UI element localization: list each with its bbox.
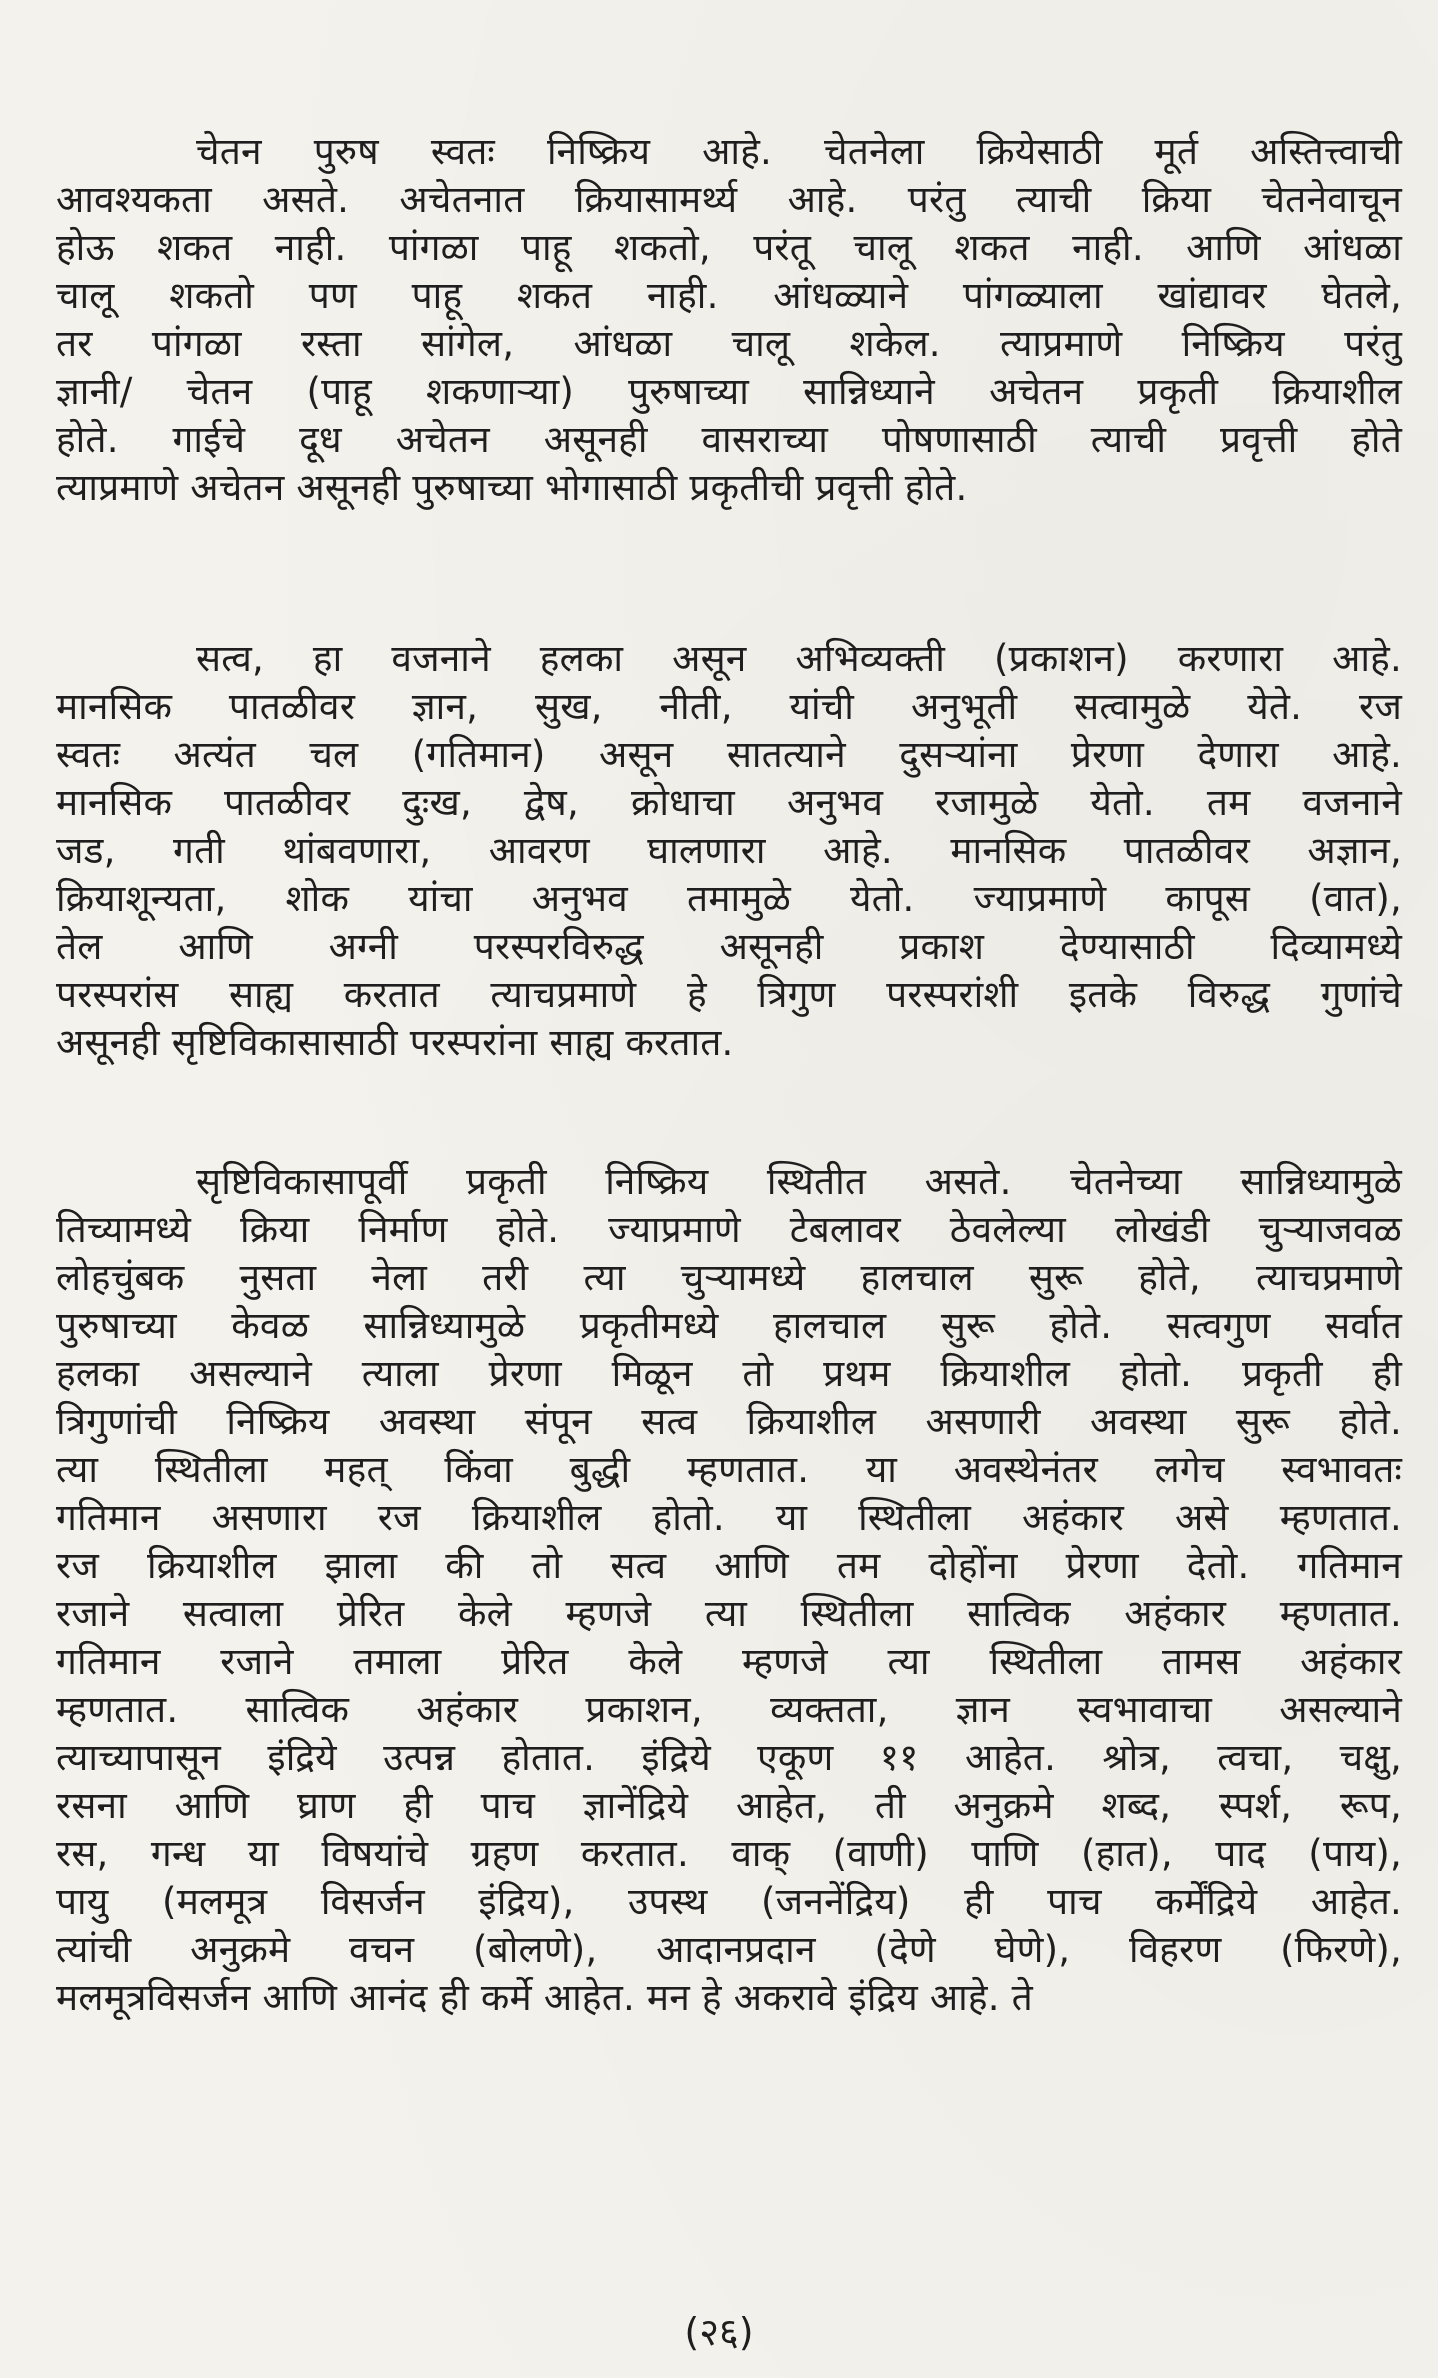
text-line: पुरुषाच्या केवळ सान्निध्यामुळे प्रकृतीमध्ये हालचाल सुरू होते. सत्वगुण सर्वात <box>56 1304 1402 1347</box>
paragraph <box>56 128 1402 512</box>
text-line: मानसिक पातळीवर ज्ञान, सुख, नीती, यांची अनुभूती सत्वामुळे येते. रज <box>56 685 1402 728</box>
text-line: असूनही सृष्टिविकासासाठी परस्परांना साह्य करतात. <box>56 1021 734 1064</box>
text-line: रस, गन्ध या विषयांचे ग्रहण करतात. वाक् (वाणी) पाणि (हात), पाद (पाय), <box>56 1832 1402 1875</box>
text-line: ज्ञानी/ चेतन (पाहू शकणाऱ्या) पुरुषाच्या सान्निध्याने अचेतन प्रकृती क्रियाशील <box>56 370 1402 413</box>
text-line: सृष्टिविकासापूर्वी प्रकृती निष्क्रिय स्थितीत असते. चेतनेच्या सान्निध्यामुळे <box>196 1160 1402 1203</box>
text-line: हलका असल्याने त्याला प्रेरणा मिळून तो प्रथम क्रियाशील होतो. प्रकृती ही <box>56 1352 1402 1395</box>
text-line: गतिमान असणारा रज क्रियाशील होतो. या स्थितीला अहंकार असे म्हणतात. <box>56 1496 1402 1539</box>
paragraph <box>56 635 1402 1067</box>
text-line: तिच्यामध्ये क्रिया निर्माण होते. ज्याप्रमाणे टेबलावर ठेवलेल्या लोखंडी चुऱ्याजवळ <box>56 1208 1402 1251</box>
text-line: परस्परांस साह्य करतात त्याचप्रमाणे हे त्रिगुण परस्परांशी इतके विरुद्ध गुणांचे <box>56 973 1402 1016</box>
paragraph <box>56 1158 1402 2022</box>
text-line: सत्व, हा वजनाने हलका असून अभिव्यक्ती (प्रकाशन) करणारा आहे. <box>196 637 1402 680</box>
text-line: मानसिक पातळीवर दुःख, द्वेष, क्रोधाचा अनुभव रजामुळे येतो. तम वजनाने <box>56 781 1402 824</box>
text-line: त्याप्रमाणे अचेतन असूनही पुरुषाच्या भोगासाठी प्रकृतीची प्रवृत्ती होते. <box>56 466 968 509</box>
text-line: मलमूत्रविसर्जन आणि आनंद ही कर्मे आहेत. मन हे अकरावे इंद्रिय आहे. ते <box>56 1976 1033 2019</box>
text-line: होऊ शकत नाही. पांगळा पाहू शकतो, परंतू चालू शकत नाही. आणि आंधळा <box>56 226 1402 269</box>
page-number: (२६) <box>684 2310 754 2354</box>
text-line: त्यांची अनुक्रमे वचन (बोलणे), आदानप्रदान (देणे घेणे), विहरण (फिरणे), <box>56 1928 1402 1971</box>
text-line: रसना आणि घ्राण ही पाच ज्ञानेंद्रिये आहेत, ती अनुक्रमे शब्द, स्पर्श, रूप, <box>56 1784 1402 1827</box>
text-line: आवश्यकता असते. अचेतनात क्रियासामर्थ्य आहे. परंतु त्याची क्रिया चेतनेवाचून <box>56 178 1402 221</box>
text-line: रजाने सत्वाला प्रेरित केले म्हणजे त्या स्थितीला सात्विक अहंकार म्हणतात. <box>56 1592 1402 1635</box>
text-line: तर पांगळा रस्ता सांगेल, आंधळा चालू शकेल. त्याप्रमाणे निष्क्रिय परंतु <box>56 322 1402 365</box>
text-line: पायु (मलमूत्र विसर्जन इंद्रिय), उपस्थ (जननेंद्रिय) ही पाच कर्मेंद्रिये आहेत. <box>56 1880 1402 1923</box>
text-line: तेल आणि अग्नी परस्परविरुद्ध असूनही प्रकाश देण्यासाठी दिव्यामध्ये <box>56 925 1402 968</box>
text-line: होते. गाईचे दूध अचेतन असूनही वासराच्या पोषणासाठी त्याची प्रवृत्ती होते <box>56 418 1402 461</box>
text-line: जड, गती थांबवणारा, आवरण घालणारा आहे. मानसिक पातळीवर अज्ञान, <box>56 829 1402 872</box>
text-line: लोहचुंबक नुसता नेला तरी त्या चुऱ्यामध्ये हालचाल सुरू होते, त्याचप्रमाणे <box>56 1256 1402 1299</box>
text-line: त्याच्यापासून इंद्रिये उत्पन्न होतात. इंद्रिये एकूण ११ आहेत. श्रोत्र, त्वचा, चक्षु, <box>56 1736 1402 1779</box>
text-line: चेतन पुरुष स्वतः निष्क्रिय आहे. चेतनेला क्रियेसाठी मूर्त अस्तित्त्वाची <box>196 130 1402 173</box>
text-line: क्रियाशून्यता, शोक यांचा अनुभव तमामुळे येतो. ज्याप्रमाणे कापूस (वात), <box>56 877 1402 920</box>
text-line: म्हणतात. सात्विक अहंकार प्रकाशन, व्यक्तता, ज्ञान स्वभावाचा असल्याने <box>56 1688 1402 1731</box>
text-line: स्वतः अत्यंत चल (गतिमान) असून सातत्याने दुसऱ्यांना प्रेरणा देणारा आहे. <box>56 733 1402 776</box>
text-line: त्रिगुणांची निष्क्रिय अवस्था संपून सत्व क्रियाशील असणारी अवस्था सुरू होते. <box>56 1400 1402 1443</box>
text-line: त्या स्थितीला महत् किंवा बुद्धी म्हणतात. या अवस्थेनंतर लगेच स्वभावतः <box>56 1448 1402 1491</box>
text-line: रज क्रियाशील झाला की तो सत्व आणि तम दोहोंना प्रेरणा देतो. गतिमान <box>56 1544 1402 1587</box>
text-line: गतिमान रजाने तमाला प्रेरित केले म्हणजे त्या स्थितीला तामस अहंकार <box>56 1640 1402 1683</box>
text-line: चालू शकतो पण पाहू शकत नाही. आंधळ्याने पांगळ्याला खांद्यावर घेतले, <box>56 274 1402 317</box>
